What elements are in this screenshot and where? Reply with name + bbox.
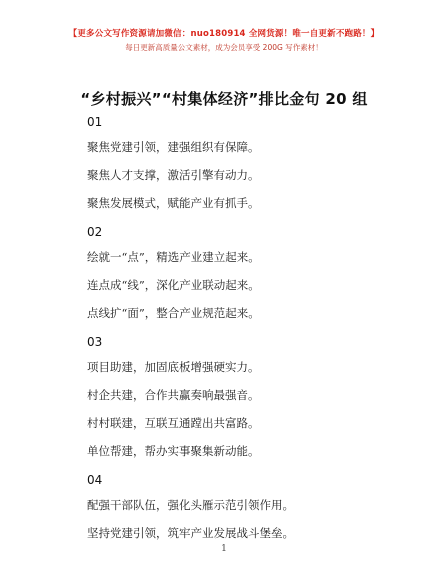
text-line: 点线扩“面”，整合产业规范起来。 xyxy=(87,306,260,320)
banner-subtitle-line: 每日更新高质量公文素材，成为会员享受 200G 写作素材！ xyxy=(125,43,323,52)
section xyxy=(87,222,408,322)
section-number: 03 xyxy=(87,335,103,349)
text-line: 聚焦发展模式，赋能产业有抓手。 xyxy=(87,196,260,210)
document-body xyxy=(87,112,408,552)
section xyxy=(87,112,408,212)
page-number: 1 xyxy=(221,544,227,554)
text-line: 单位帮建，帮办实事聚集新动能。 xyxy=(87,444,260,458)
text-line: 配强干部队伍，强化头雁示范引领作用。 xyxy=(87,498,294,512)
text-line: 连点成“线”，深化产业联动起来。 xyxy=(87,278,260,292)
section-number: 02 xyxy=(87,225,103,239)
section xyxy=(87,332,408,460)
banner xyxy=(0,0,448,54)
text-line: 村村联建，互联互通蹚出共富路。 xyxy=(87,416,260,430)
text-line: 项目助建，加固底板增强硬实力。 xyxy=(87,360,260,374)
text-line: 村企共建，合作共赢奏响最强音。 xyxy=(87,388,260,402)
text-line: 聚焦党建引领，建强组织有保障。 xyxy=(87,140,260,154)
text-line: 聚焦人才支撑，激活引擎有动力。 xyxy=(87,168,260,182)
section-number: 01 xyxy=(87,115,103,129)
section xyxy=(87,470,408,542)
document-title: “乡村振兴”“村集体经济”排比金句 20 组 xyxy=(80,90,368,108)
text-line: 坚持党建引领，筑牢产业发展战斗堡垒。 xyxy=(87,526,294,540)
banner-promo-line: 【更多公文写作资源请加微信：nuo180914 全网货源！唯一自更新不跑路！】 xyxy=(68,29,380,39)
text-line: 绘就一“点”，精选产业建立起来。 xyxy=(87,250,260,264)
section-number: 04 xyxy=(87,473,103,487)
